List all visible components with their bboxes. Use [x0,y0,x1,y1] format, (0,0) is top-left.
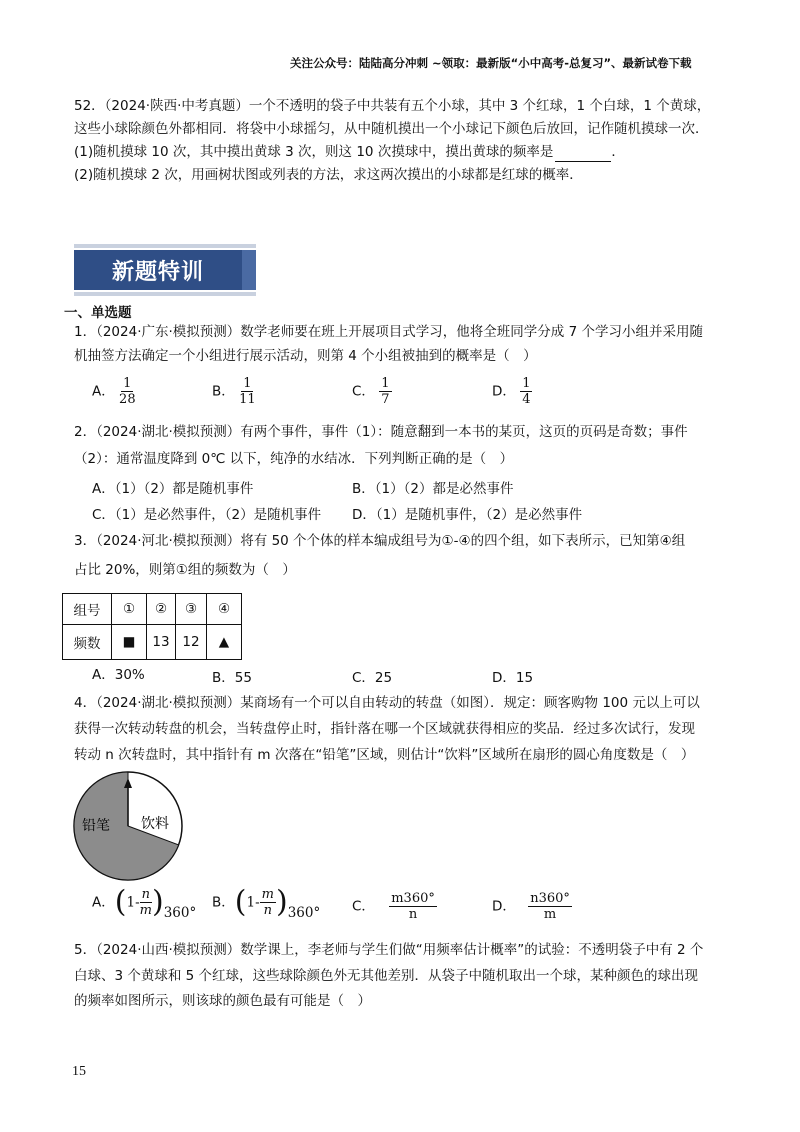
one: 1 [126,894,136,911]
q52-line4: (2)随机摸球 2 次，用画树状图或列表的方法，求这两次摸出的小球都是红球的概率． [74,167,583,183]
option-letter: D． [492,383,516,400]
page-number: 15 [72,1064,86,1079]
q3-line2: 占比 20%，则第①组的频数为（ ） [74,562,296,578]
numerator: n [141,887,150,902]
denominator: 11 [239,392,256,407]
table-cell: ④ [207,594,242,625]
section-banner [74,244,256,300]
denominator: n [263,903,272,918]
paren-left: ( [234,884,247,920]
fraction [140,887,152,918]
table-cell: ③ [176,594,207,625]
q4-line1: 4．（2024·湖北·模拟预测）某商场有一个可以自由转动的转盘（如图）．规定：顾客购物 100 元以上可以 [74,695,700,711]
table-cell: ① [112,594,147,625]
table-cell: 13 [147,625,176,660]
numerator: 1 [243,376,252,391]
q2-option-a[interactable]: A．（1）（2）都是随机事件 [92,481,254,497]
q1-option-b[interactable] [212,376,256,407]
fraction [379,376,391,407]
page-header: 关注公众号：陆陆高分冲刺 ~领取：最新版“小中高考-总复习”、最新试卷下载 [290,56,692,70]
numerator: 1 [381,376,390,391]
banner-stripe-bottom [74,292,256,296]
q2-option-c[interactable]: C．（1）是必然事件，（2）是随机事件 [92,507,322,523]
q2-option-b[interactable]: B．（1）（2）都是必然事件 [352,481,514,497]
numerator: 1 [522,376,531,391]
q52-line3 [74,142,625,162]
numerator: 1 [123,376,132,391]
option-letter: A． [92,894,115,911]
paren-right: ) [275,884,288,920]
table-cell: 12 [176,625,207,660]
table-row [63,594,242,625]
denominator: m [543,907,557,922]
denominator: m [139,903,152,918]
one: 1 [246,894,256,911]
table-cell: ■ [112,625,147,660]
paren-left: ( [114,884,127,920]
fraction [260,887,276,918]
q4-line2: 获得一次转动转盘的机会，当转盘停止时，指针落在哪一个区域就获得相应的奖品．经过多次试行，发现 [74,721,695,737]
answer-blank [555,147,611,162]
option-letter: D． [492,898,516,915]
degree-value: 360° [287,904,321,921]
fraction [239,376,256,407]
option-letter: A． [92,383,115,400]
q4-option-c[interactable] [352,891,437,922]
numerator: m360° [391,891,435,906]
q5-line2: 白球、3 个黄球和 5 个红球，这些球除颜色外无其他差别．从袋子中随机取出一个球，某种颜色的球出现 [74,968,699,984]
drink-label: 饮料 [141,817,169,832]
option-letter: B． [212,894,235,911]
table-cell: 频数 [63,625,112,660]
numerator: m [261,887,274,902]
q3-option-d[interactable]: D．15 [492,670,534,686]
table-cell: ▲ [207,625,242,660]
group-table [62,593,242,660]
table-cell: 组号 [63,594,112,625]
numerator: n360° [530,891,570,906]
q52-part1-end: ． [611,144,625,160]
banner-stripe-top [74,244,256,248]
q4-option-a[interactable] [92,884,197,921]
option-letter: C． [352,898,375,915]
fraction [528,891,572,922]
option-letter: C． [352,383,375,400]
pencil-label: 铅笔 [82,819,110,834]
denominator: 4 [522,392,531,407]
banner-tab [242,250,256,290]
q3-option-b[interactable]: B．55 [212,670,252,686]
option-letter: B． [212,383,235,400]
q1-line1: 1．（2024·广东·模拟预测）数学老师要在班上开展项目式学习，他将全班同学分成 7 个学习小组并采用随 [74,324,703,340]
table-cell: ② [147,594,176,625]
minus: - [135,894,140,911]
q52-part1-text: (1)随机摸球 10 次，其中摸出黄球 3 次，则这 10 次摸球中，摸出黄球的频率是 [74,144,554,160]
q1-option-c[interactable] [352,376,392,407]
q3-option-c[interactable]: C．25 [352,670,393,686]
q2-line2: （2）：通常温度降到 0℃ 以下，纯净的水结冰．下列判断正确的是（ ） [74,451,514,467]
q2-line1: 2．（2024·湖北·模拟预测）有两个事件，事件（1）：随意翻到一本书的某页，这页的页码是奇数；事件 [74,424,688,440]
q2-option-d[interactable]: D．（1）是随机事件，（2）是必然事件 [352,507,583,523]
q3-option-a[interactable]: A．30% [92,667,145,683]
section-heading: 一、单选题 [64,305,132,321]
minus: - [255,894,260,911]
q4-option-b[interactable] [212,884,321,921]
q3-line1: 3．（2024·河北·模拟预测）将有 50 个个体的样本编成组号为①-④的四个组，如下表所示，已知第④组 [74,533,686,549]
denominator: n [408,907,418,922]
paren-right: ) [152,884,164,920]
q4-line3: 转动 n 次转盘时，其中指针有 m 次落在“铅笔”区域，则估计“饮料”区域所在扇形的圆心角度数是（ ） [74,747,695,763]
banner-title: 新题特训 [74,250,242,290]
denominator: 7 [381,392,390,407]
q52-line1: 52．（2024·陕西·中考真题）一个不透明的袋子中共装有五个小球，其中 3 个红球，1 个白球，1 个黄球， [74,98,711,114]
fraction [520,376,532,407]
table-row [63,625,242,660]
q4-option-d[interactable] [492,891,572,922]
denominator: 28 [119,392,136,407]
q1-option-d[interactable] [492,376,532,407]
fraction [389,891,437,922]
q1-line2: 机抽签方法确定一个小组进行展示活动，则第 4 个小组被抽到的概率是（ ） [74,348,537,364]
q52-line2: 这些小球除颜色外都相同．将袋中小球摇匀，从中随机摸出一个小球记下颜色后放回，记作随机摸球一次． [74,121,709,137]
q5-line3: 的频率如图所示，则该球的颜色最有可能是（ ） [74,993,371,1009]
q1-option-a[interactable] [92,376,136,407]
degree-value: 360° [163,904,197,921]
fraction [119,376,136,407]
q5-line1: 5．（2024·山西·模拟预测）数学课上，李老师与学生们做“用频率估计概率”的试验：不透明袋子中有 2 个 [74,942,704,958]
spinner-figure [72,770,184,882]
